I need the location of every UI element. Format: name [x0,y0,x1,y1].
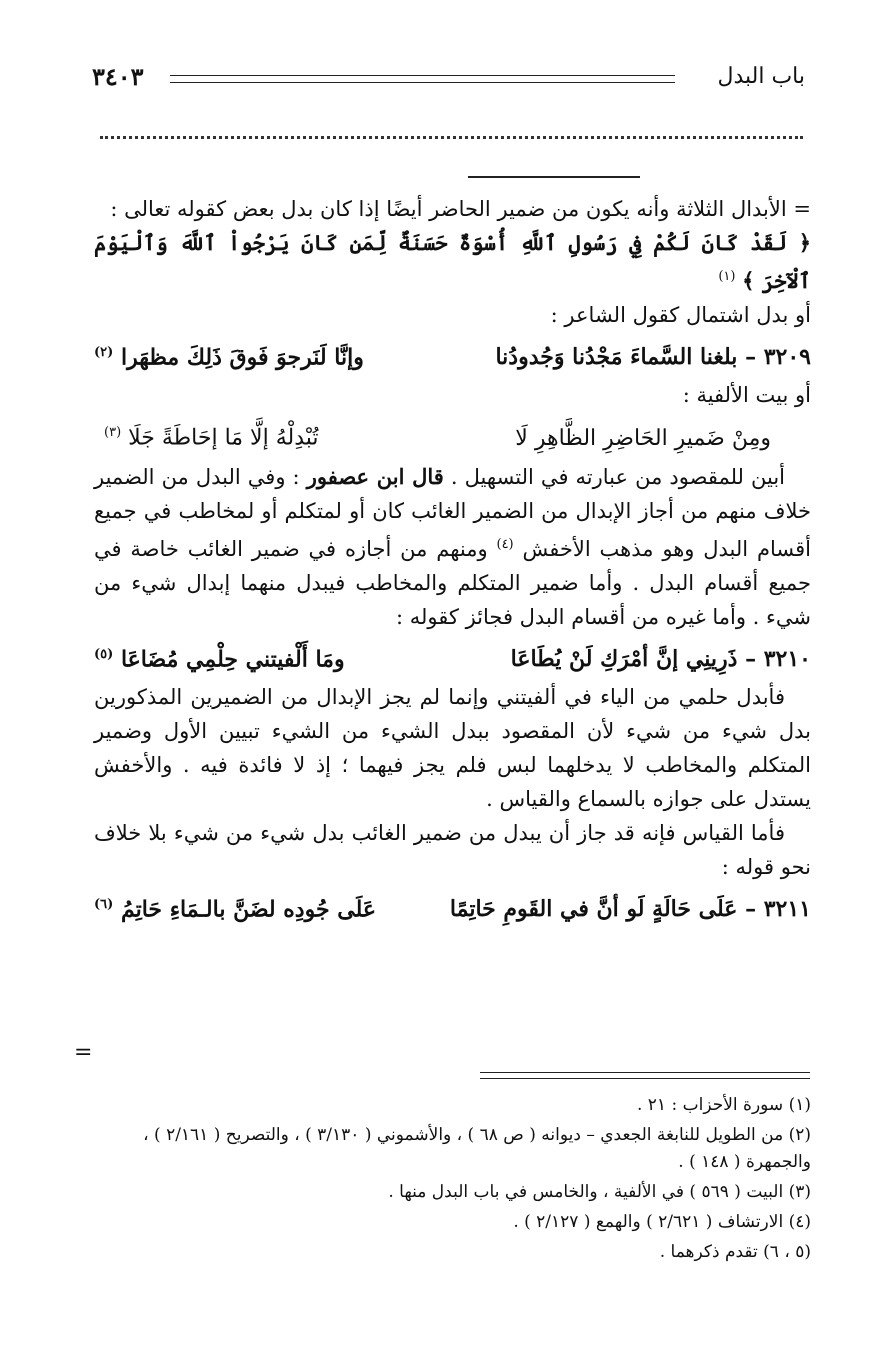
paragraph: فأبدل حلمي من الياء في ألفيتني وإنما لم يجز الإبدال من الضميرين المذكورين بدل شيء من شيء لأن المقصود ببدل الشيء من الشيء تبيين الأول وضمير المتكلم والمخاطب لا يدخلهما لبس فلم يجز فيهما ؛ إذ لا فائدة فيه . والأخفش يستدل على جوازه بالسماع والقياس . [94,684,811,811]
verse-number: ٣٢١٠ – [745,645,811,672]
footnote: (٢) من الطويل للنابغة الجعدي – ديوانه ( ص ٦٨ ) ، والأشموني ( ٣/١٣٠ ) ، والتصريح ( ٢/١٦١ ) ، والجمهرة ( ١٤٨ ) . [143,1125,811,1172]
footnote: (٥ ، ٦) تقدم ذكرهما . [659,1242,811,1262]
text-line: = الأبدال الثلاثة وأنه يكون من ضمير الحاضر أيضًا إذا كان بدل بعض كقوله تعالى : [110,197,811,221]
verse-text: تُبْدِلْهُ إلَّا مَا إحَاطَةً جَلَا [128,425,319,451]
page-header [92,62,805,96]
text-line: أو بيت الألفية : [682,383,811,408]
continuation-mark: = [74,1040,93,1065]
cited-author: قال ابن عصفور [306,463,444,489]
footnote-ref: (٦) [94,896,114,912]
main-text [94,192,811,930]
verse-text: عَلَى حَالَةٍ لَو أنَّ في القَومِ حَاتِمًا [449,896,738,923]
verse-number: ٣٢١١ – [745,896,811,923]
verse-3210 [94,638,811,676]
verse-text: عَلَى جُودِه لضَنَّ بالـمَاءِ حَاتِمُ [120,896,376,923]
short-rule [468,176,640,178]
alfiya-verse [94,416,811,455]
running-title: باب البدل [717,64,805,89]
verse-text: وإنَّا لَنَرجوَ فَوقَ ذَلِكَ مظهَرا [120,344,364,371]
footnote-ref: (٥) [94,646,114,662]
verse-3209 [94,336,811,374]
footnote-ref: (١) [718,269,736,284]
verse-second-hemistich [94,638,345,676]
verse-text: ومِنْ ضَميرِ الحَاضِرِ الظَّاهِرِ لَا [515,425,771,451]
verse-text: ومَا أَلْفيتني حِلْمِي مُضَاعَا [120,645,345,672]
paragraph [94,460,811,634]
verse-first-hemistich [511,642,811,676]
paragraph-text: ومنهم من أجازه في ضمير الغائب خاصة في جميع أقسام البدل . وأما ضمير المتكلم والمخاطب فيبدل منهما إبدال شيء من شيء . وأما غيره من أقسام البدل فجائز كقوله : [94,536,811,629]
quran-text: ﴿ لَقَدْ كَانَ لَكُمْ فِي رَسُولِ ٱللَّهِ أُسْوَةٌ حَسَنَةٌ لِّمَن كَانَ يَرْجُواْ ٱللَّهَ وَٱلْيَوْمَ ٱلْآخِرَ ﴾ [94,230,811,293]
verse-second-hemistich [94,888,376,926]
footnote-ref: (٢) [94,345,114,360]
paragraph: فأما القياس فإنه قد جاز أن يبدل من ضمير الغائب بدل شيء من شيء بلا خلاف نحو قوله : [94,820,811,879]
quran-verse [94,226,811,298]
verse-number: ٣٢٠٩ – [745,344,811,371]
dotted-separator [100,136,803,139]
footnote-ref: (٣) [104,425,122,441]
verse-first-hemistich [495,340,811,374]
header-rule [170,75,675,83]
text-line: أو بدل اشتمال كقول الشاعر : [550,303,811,327]
footnotes [96,1092,811,1269]
footnote-rule [480,1072,810,1079]
verse-text: ذَرِينِي إنَّ أمْرَكِ لَنْ يُطَاعَا [510,645,738,672]
footnote: (٣) البيت ( ٥٦٩ ) في الألفية ، والخامس في باب البدل منها . [388,1182,811,1202]
verse-second-hemistich [104,416,319,455]
footnote: (١) سورة الأحزاب : ٢١ . [636,1095,811,1115]
footnote: (٤) الارتشاف ( ٢/٦٢١ ) والهمع ( ٢/١٢٧ ) . [513,1212,811,1232]
verse-second-hemistich [94,336,364,374]
paragraph-text: أبين للمقصود من عبارته في التسهيل . [450,464,786,489]
verse-text: بلغنا السَّماءَ مَجْدُنا وَجُدودُنا [495,344,738,371]
verse-3211 [94,888,811,926]
page-number: ٣٤٠٣ [92,62,144,91]
footnote-ref: (٤) [496,536,514,552]
paragraph-text: : وفي البدل من الضمير خلاف منهم من أجاز الإبدال من الضمير الغائب كان أو لمتكلم أو لمخاطب في جميع أقسام البدل وهو مذهب الأخفش [94,464,811,561]
verse-first-hemistich [450,892,811,926]
